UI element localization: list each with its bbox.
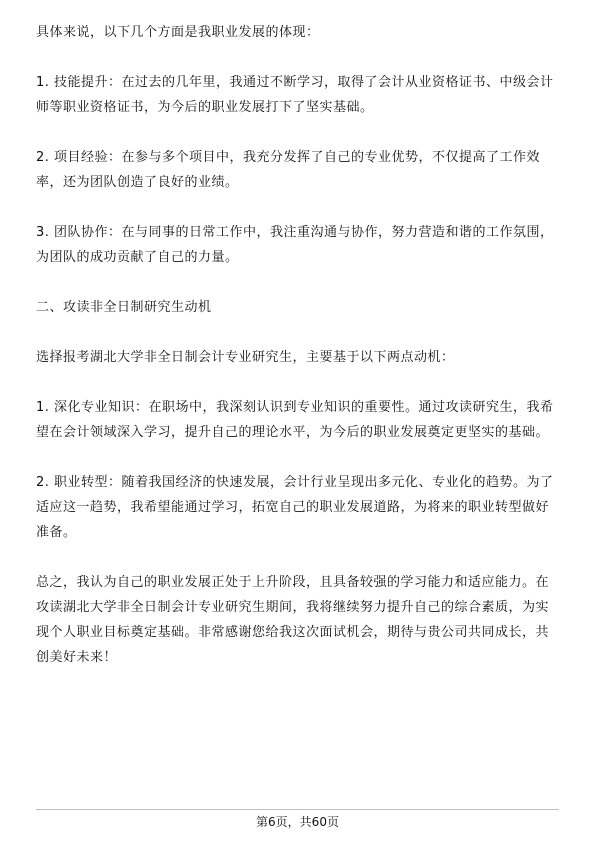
- section-heading-motivation: 二、攻读非全日制研究生动机: [36, 300, 212, 315]
- paragraph-teamwork: 3. 团队协作：在与同事的日常工作中，我注重沟通与协作，努力营造和谐的工作氛围，为团队的成功贡献了自己的力量。: [36, 225, 554, 265]
- paragraph-motivation-intro: 选择报考湖北大学非全日制会计专业研究生，主要基于以下两点动机：: [36, 350, 455, 365]
- document-body: [36, 20, 562, 670]
- paragraph-career-transition: 2. 职业转型：随着我国经济的快速发展，会计行业呈现出多元化、专业化的趋势。为了适应这一趋势，我希望能通过学习，拓宽自己的职业发展道路，为将来的职业转型做好准备。: [36, 475, 554, 540]
- paragraph-intro: 具体来说，以下几个方面是我职业发展的体现：: [36, 25, 320, 40]
- paragraph-deepen-knowledge: 1. 深化专业知识：在职场中，我深刻认识到专业知识的重要性。通过攻读研究生，我希望在会计领域深入学习，提升自己的理论水平，为今后的职业发展奠定更坚实的基础。: [36, 400, 554, 440]
- paragraph-project-experience: 2. 项目经验：在参与多个项目中，我充分发挥了自己的专业优势，不仅提高了工作效率，还为团队创造了良好的业绩。: [36, 150, 541, 190]
- footer-divider: [36, 809, 559, 810]
- paragraph-skill-improvement: 1. 技能提升：在过去的几年里，我通过不断学习，取得了会计从业资格证书、中级会计师等职业资格证书，为今后的职业发展打下了坚实基础。: [36, 75, 554, 115]
- paragraph-conclusion: 总之，我认为自己的职业发展正处于上升阶段，且具备较强的学习能力和适应能力。在攻读湖北大学非全日制会计专业研究生期间，我将继续努力提升自己的综合素质，为实现个人职业目标奠定基础。非常感谢您给我这次面试机会，期待与贵公司共同成长，共创美好未来！: [36, 575, 550, 665]
- page-number: 第6页，共60页: [256, 815, 339, 829]
